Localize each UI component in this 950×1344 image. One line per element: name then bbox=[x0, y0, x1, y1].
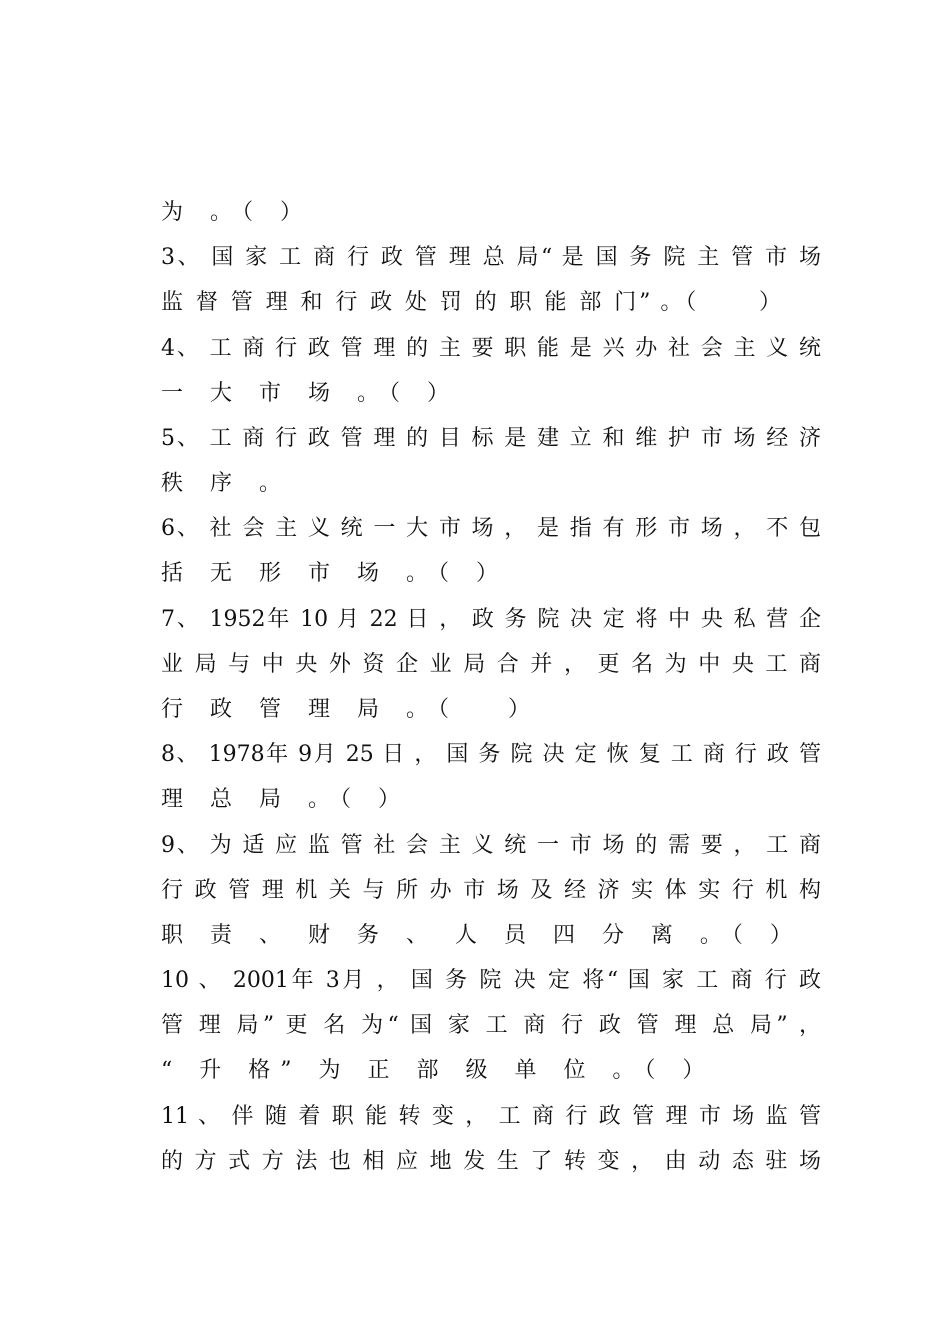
text-line: 4、 工 商 行 政 管 理 的 主 要 职 能 是 兴 办 社 会 主 义 统 bbox=[161, 336, 821, 361]
text-line: 8、 1978年 9月 25 日 ， 国 务 院 决 定 恢 复 工 商 行 政 管 bbox=[161, 742, 821, 767]
text-line: 5、 工 商 行 政 管 理 的 目 标 是 建 立 和 维 护 市 场 经 济 bbox=[161, 426, 821, 451]
text-line: 职 责 、 财 务 、 人 员 四 分 离 。（ ） bbox=[161, 923, 802, 948]
text-line: 9、 为 适 应 监 管 社 会 主 义 统 一 市 场 的 需 要 ， 工 商 bbox=[161, 833, 821, 858]
text-line: 括 无 形 市 场 。（ ） bbox=[161, 561, 508, 586]
text-line: 7、 1952年 10 月 22 日 ， 政 务 院 决 定 将 中 央 私 营 企 bbox=[161, 607, 821, 632]
text-line: 10 、 2001年 3月 ， 国 务 院 决 定 将“ 国 家 工 商 行 政 bbox=[161, 968, 821, 993]
text-line: 理 总 局 。（ ） bbox=[161, 787, 410, 812]
text-line: 业 局 与 中 央 外 资 企 业 局 合 并 ， 更 名 为 中 央 工 商 bbox=[161, 652, 821, 677]
text-line: 监 督 管 理 和 行 政 处 罚 的 职 能 部 门” 。（ ） bbox=[161, 290, 781, 315]
text-line: “ 升 格” 为 正 部 级 单 位 。（ ） bbox=[161, 1058, 715, 1083]
text-line: 一 大 市 场 。（ ） bbox=[161, 381, 459, 406]
text-line: 3、 国 家 工 商 行 政 管 理 总 局“ 是 国 务 院 主 管 市 场 bbox=[161, 245, 821, 270]
text-line: 的 方 式 方 法 也 相 应 地 发 生 了 转 变 ， 由 动 态 驻 场 bbox=[161, 1149, 821, 1174]
text-line: 行 政 管 理 机 关 与 所 办 市 场 及 经 济 实 体 实 行 机 构 bbox=[161, 878, 821, 903]
text-line: 秩 序 。 bbox=[161, 471, 291, 496]
text-line: 管 理 局” 更 名 为“ 国 家 工 商 行 政 管 理 总 局” ， bbox=[161, 1013, 821, 1038]
text-line: 6、 社 会 主 义 统 一 大 市 场 ， 是 指 有 形 市 场 ， 不 包 bbox=[161, 516, 821, 541]
text-line: 为 。（ ） bbox=[161, 200, 312, 225]
text-line: 行 政 管 理 局 。（ ） bbox=[161, 697, 540, 722]
text-line: 11 、 伴 随 着 职 能 转 变 ， 工 商 行 政 管 理 市 场 监 管 bbox=[161, 1104, 821, 1129]
